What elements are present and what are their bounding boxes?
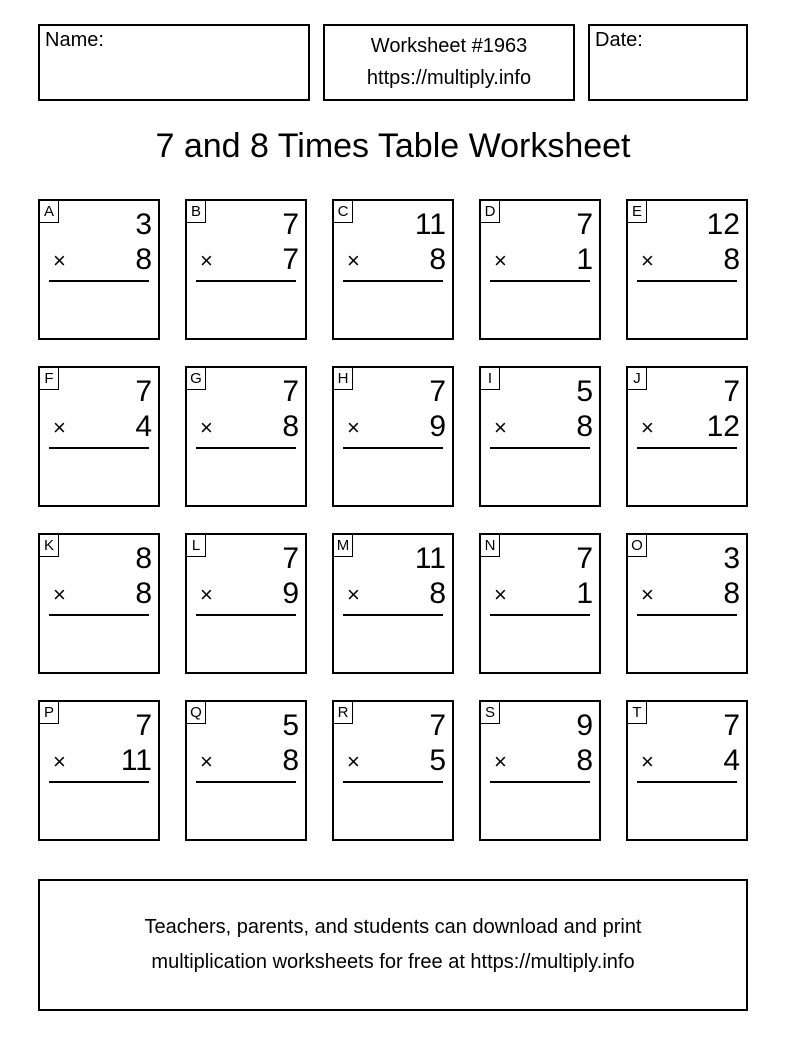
multiplicand: 7 xyxy=(576,542,593,575)
multiplier: 8 xyxy=(282,744,299,777)
problem-letter: K xyxy=(40,535,59,557)
answer-line xyxy=(196,447,296,449)
times-icon: × xyxy=(200,415,213,440)
multiplicand: 7 xyxy=(135,375,152,408)
multiplier: 8 xyxy=(576,744,593,777)
problem-card[interactable] xyxy=(332,366,454,507)
multiplier: 12 xyxy=(706,410,740,443)
multiplicand: 12 xyxy=(706,208,740,241)
problem-letter: I xyxy=(481,368,500,390)
problem-card[interactable] xyxy=(626,199,748,340)
multiplicand: 7 xyxy=(723,709,740,742)
multiplier: 4 xyxy=(135,410,152,443)
answer-line xyxy=(196,280,296,282)
problem-card[interactable] xyxy=(479,199,601,340)
problem-card[interactable] xyxy=(38,199,160,340)
times-icon: × xyxy=(347,582,360,607)
problem-letter: Q xyxy=(187,702,206,724)
multiplicand: 3 xyxy=(135,208,152,241)
answer-line xyxy=(637,447,737,449)
problem-letter: T xyxy=(628,702,647,724)
problem-card[interactable] xyxy=(626,533,748,674)
multiplicand: 7 xyxy=(723,375,740,408)
answer-line xyxy=(490,781,590,783)
multiplier: 7 xyxy=(282,243,299,276)
answer-line xyxy=(490,614,590,616)
problem-letter: D xyxy=(481,201,500,223)
worksheet-number: Worksheet #1963 xyxy=(370,35,528,57)
multiplicand: 7 xyxy=(429,375,446,408)
problem-card[interactable] xyxy=(185,533,307,674)
name-label: Name: xyxy=(45,29,104,51)
times-icon: × xyxy=(641,415,654,440)
answer-line xyxy=(343,447,443,449)
times-icon: × xyxy=(53,415,66,440)
multiplicand: 7 xyxy=(282,208,299,241)
times-icon: × xyxy=(347,248,360,273)
multiplicand: 7 xyxy=(429,709,446,742)
answer-line xyxy=(343,781,443,783)
date-box[interactable] xyxy=(588,24,748,101)
problem-card[interactable] xyxy=(38,366,160,507)
multiplier: 9 xyxy=(282,577,299,610)
date-label: Date: xyxy=(595,29,643,51)
problem-letter: B xyxy=(187,201,206,223)
problem-letter: M xyxy=(334,535,353,557)
problem-card[interactable] xyxy=(38,700,160,841)
multiplicand: 11 xyxy=(414,208,446,241)
multiplicand: 8 xyxy=(135,542,152,575)
times-icon: × xyxy=(494,248,507,273)
problem-letter: R xyxy=(334,702,353,724)
answer-line xyxy=(49,781,149,783)
answer-line xyxy=(196,781,296,783)
multiplicand: 7 xyxy=(282,542,299,575)
multiplier: 8 xyxy=(282,410,299,443)
problem-card[interactable] xyxy=(332,700,454,841)
answer-line xyxy=(49,447,149,449)
multiplier: 8 xyxy=(429,577,446,610)
multiplier: 9 xyxy=(429,410,446,443)
problem-letter: E xyxy=(628,201,647,223)
footer-line-2: multiplication worksheets for free at https://multiply.info xyxy=(151,951,635,973)
multiplier: 8 xyxy=(135,243,152,276)
problem-letter: G xyxy=(187,368,206,390)
problem-card[interactable] xyxy=(185,700,307,841)
problem-letter: J xyxy=(628,368,647,390)
footer-line-1: Teachers, parents, and students can download and print xyxy=(144,916,642,938)
problem-letter: L xyxy=(187,535,206,557)
multiplier: 5 xyxy=(429,744,446,777)
problem-card[interactable] xyxy=(332,199,454,340)
multiplier: 11 xyxy=(120,744,152,777)
times-icon: × xyxy=(200,248,213,273)
answer-line xyxy=(490,280,590,282)
problem-card[interactable] xyxy=(626,366,748,507)
worksheet-url[interactable]: https://multiply.info xyxy=(366,67,532,89)
times-icon: × xyxy=(494,749,507,774)
name-box[interactable] xyxy=(38,24,310,101)
times-icon: × xyxy=(494,415,507,440)
problem-card[interactable] xyxy=(332,533,454,674)
problem-card[interactable] xyxy=(185,199,307,340)
times-icon: × xyxy=(53,749,66,774)
problem-card[interactable] xyxy=(626,700,748,841)
times-icon: × xyxy=(200,582,213,607)
answer-line xyxy=(196,614,296,616)
times-icon: × xyxy=(641,749,654,774)
answer-line xyxy=(637,280,737,282)
multiplicand: 7 xyxy=(576,208,593,241)
answer-line xyxy=(343,280,443,282)
multiplicand: 3 xyxy=(723,542,740,575)
answer-line xyxy=(49,280,149,282)
multiplier: 8 xyxy=(135,577,152,610)
problem-letter: H xyxy=(334,368,353,390)
multiplier: 8 xyxy=(576,410,593,443)
answer-line xyxy=(49,614,149,616)
multiplicand: 7 xyxy=(282,375,299,408)
footer-box xyxy=(38,879,748,1011)
problem-card[interactable] xyxy=(479,366,601,507)
multiplicand: 11 xyxy=(414,542,446,575)
problem-letter: A xyxy=(40,201,59,223)
times-icon: × xyxy=(494,582,507,607)
problem-card[interactable] xyxy=(38,533,160,674)
times-icon: × xyxy=(53,582,66,607)
multiplicand: 9 xyxy=(576,709,593,742)
answer-line xyxy=(637,781,737,783)
times-icon: × xyxy=(347,749,360,774)
problem-letter: P xyxy=(40,702,59,724)
multiplier: 8 xyxy=(429,243,446,276)
problem-letter: N xyxy=(481,535,500,557)
worksheet-info-box xyxy=(323,24,575,101)
multiplier: 1 xyxy=(576,243,593,276)
times-icon: × xyxy=(641,248,654,273)
times-icon: × xyxy=(53,248,66,273)
problem-card[interactable] xyxy=(185,366,307,507)
problem-card[interactable] xyxy=(479,700,601,841)
answer-line xyxy=(343,614,443,616)
times-icon: × xyxy=(347,415,360,440)
problem-letter: O xyxy=(628,535,647,557)
times-icon: × xyxy=(200,749,213,774)
multiplicand: 7 xyxy=(135,709,152,742)
problem-letter: S xyxy=(481,702,500,724)
problem-card[interactable] xyxy=(479,533,601,674)
multiplier: 8 xyxy=(723,577,740,610)
multiplier: 8 xyxy=(723,243,740,276)
answer-line xyxy=(637,614,737,616)
multiplicand: 5 xyxy=(576,375,593,408)
problem-letter: F xyxy=(40,368,59,390)
multiplier: 1 xyxy=(576,577,593,610)
answer-line xyxy=(490,447,590,449)
multiplicand: 5 xyxy=(282,709,299,742)
multiplier: 4 xyxy=(723,744,740,777)
times-icon: × xyxy=(641,582,654,607)
page-title: 7 and 8 Times Table Worksheet xyxy=(155,127,631,165)
problem-letter: C xyxy=(334,201,353,223)
